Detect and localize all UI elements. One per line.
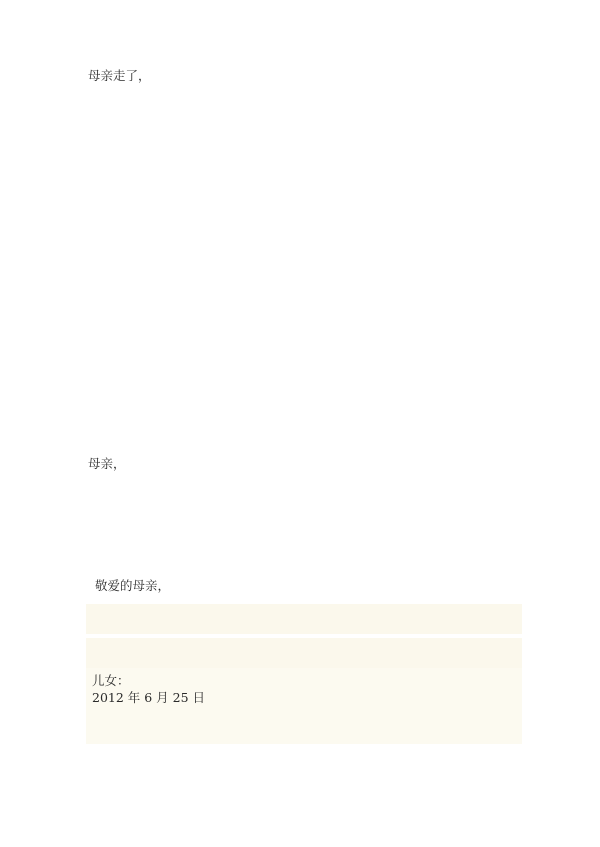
paragraph-intro: 母亲走了， [88,68,151,83]
signature-block [92,672,205,706]
closing-line: 敬爱的母亲， [95,578,171,593]
signature-line: 儿女： [92,673,130,688]
wish-band [86,638,522,668]
wish-band [86,604,522,634]
signature-date: 2012 年 6 月 25 日 [92,690,206,705]
paragraph-request: 母亲， [88,456,126,471]
